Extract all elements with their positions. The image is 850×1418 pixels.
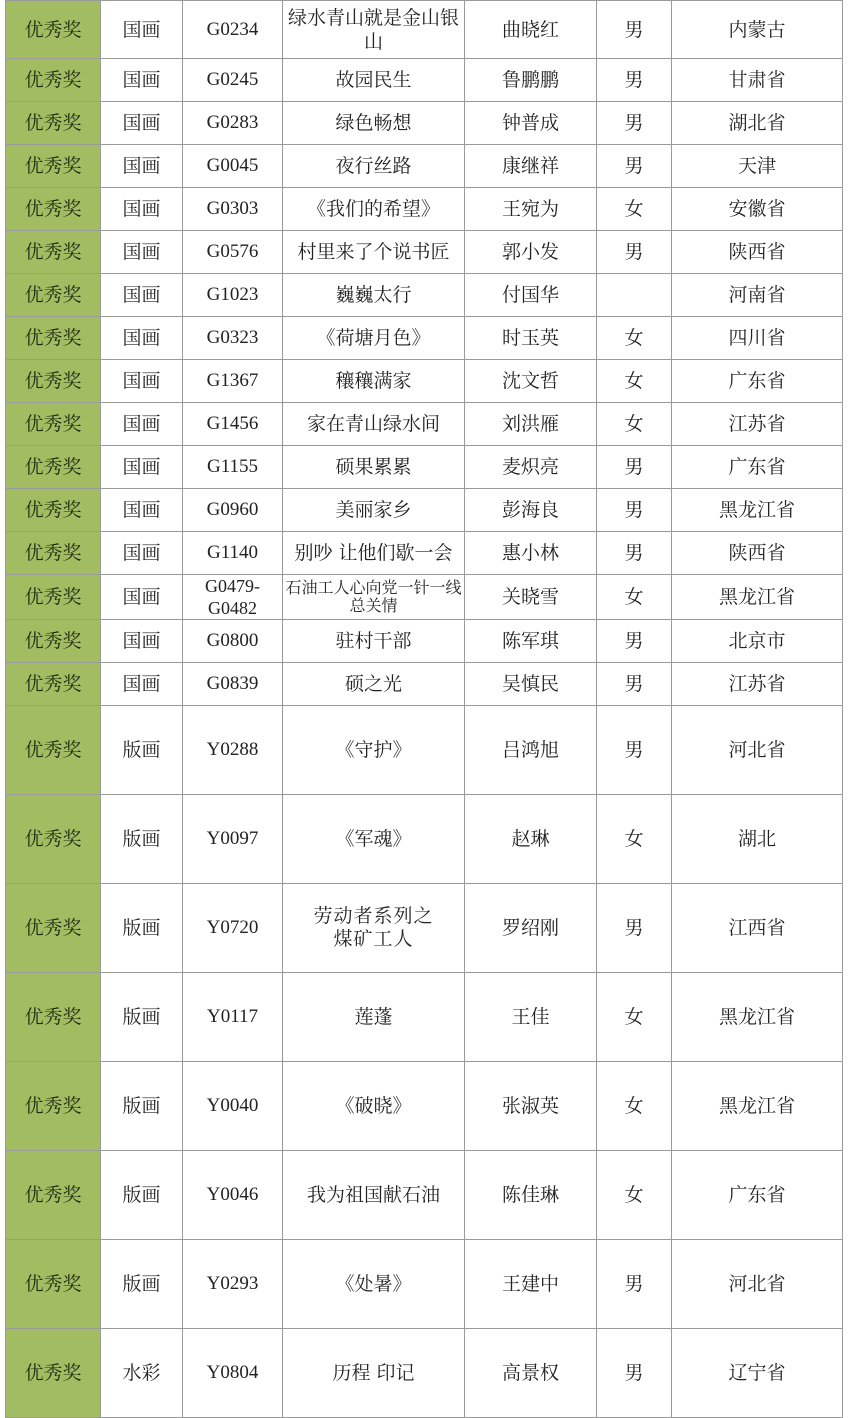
- work-code-cell: Y0097: [183, 795, 283, 884]
- work-code-cell: G0045: [183, 145, 283, 188]
- award-cell: 优秀奖: [6, 188, 101, 231]
- artist-cell: 张淑英: [465, 1062, 597, 1151]
- gender-cell: 女: [597, 973, 672, 1062]
- artist-cell: 鲁鹏鹏: [465, 59, 597, 102]
- gender-cell: 男: [597, 145, 672, 188]
- artist-cell: 付国华: [465, 274, 597, 317]
- table-row: [6, 620, 843, 663]
- table-row: [6, 1, 843, 59]
- table-row: [6, 1151, 843, 1240]
- work-code-cell: Y0288: [183, 706, 283, 795]
- award-cell: 优秀奖: [6, 59, 101, 102]
- artist-cell: 高景权: [465, 1329, 597, 1418]
- artist-cell: 王建中: [465, 1240, 597, 1329]
- work-code-cell: G1367: [183, 360, 283, 403]
- table-row: [6, 973, 843, 1062]
- work-code-cell: G0800: [183, 620, 283, 663]
- gender-cell: 男: [597, 663, 672, 706]
- work-title-cell: 《破晓》: [283, 1062, 465, 1151]
- category-cell: 国画: [101, 532, 183, 575]
- artist-cell: 时玉英: [465, 317, 597, 360]
- table-row: [6, 446, 843, 489]
- award-cell: 优秀奖: [6, 1240, 101, 1329]
- gender-cell: 女: [597, 1062, 672, 1151]
- region-cell: 河北省: [672, 1240, 843, 1329]
- work-title-cell: 我为祖国献石油: [283, 1151, 465, 1240]
- region-cell: 陕西省: [672, 532, 843, 575]
- award-cell: 优秀奖: [6, 1329, 101, 1418]
- award-cell: 优秀奖: [6, 360, 101, 403]
- work-code-cell: Y0040: [183, 1062, 283, 1151]
- region-cell: 黑龙江省: [672, 973, 843, 1062]
- gender-cell: 女: [597, 317, 672, 360]
- gender-cell: 男: [597, 620, 672, 663]
- gender-cell: 男: [597, 59, 672, 102]
- work-title-cell: 历程 印记: [283, 1329, 465, 1418]
- work-code-cell: G0245: [183, 59, 283, 102]
- category-cell: 国画: [101, 489, 183, 532]
- gender-cell: [597, 274, 672, 317]
- work-title-cell: 驻村干部: [283, 620, 465, 663]
- artist-cell: 曲晓红: [465, 1, 597, 59]
- category-cell: 版画: [101, 795, 183, 884]
- work-title-cell: 硕果累累: [283, 446, 465, 489]
- artist-cell: 王佳: [465, 973, 597, 1062]
- gender-cell: 女: [597, 575, 672, 620]
- table-row: [6, 663, 843, 706]
- category-cell: 版画: [101, 706, 183, 795]
- gender-cell: 女: [597, 1151, 672, 1240]
- artist-cell: 罗绍刚: [465, 884, 597, 973]
- award-cell: 优秀奖: [6, 663, 101, 706]
- category-cell: 国画: [101, 575, 183, 620]
- region-cell: 广东省: [672, 1151, 843, 1240]
- work-code-cell: Y0293: [183, 1240, 283, 1329]
- artist-cell: 陈军琪: [465, 620, 597, 663]
- gender-cell: 男: [597, 489, 672, 532]
- work-code-cell: G0234: [183, 1, 283, 59]
- gender-cell: 男: [597, 1240, 672, 1329]
- work-title-cell: 《我们的希望》: [283, 188, 465, 231]
- gender-cell: 女: [597, 188, 672, 231]
- work-title-cell: 《荷塘月色》: [283, 317, 465, 360]
- work-title-cell: 硕之光: [283, 663, 465, 706]
- region-cell: 河南省: [672, 274, 843, 317]
- work-code-cell: G0576: [183, 231, 283, 274]
- table-row: [6, 274, 843, 317]
- work-title-cell: 故园民生: [283, 59, 465, 102]
- awards-table: [5, 0, 843, 1418]
- table-row: [6, 59, 843, 102]
- region-cell: 北京市: [672, 620, 843, 663]
- artist-cell: 彭海良: [465, 489, 597, 532]
- table-row: [6, 532, 843, 575]
- work-code-cell: G0323: [183, 317, 283, 360]
- region-cell: 黑龙江省: [672, 575, 843, 620]
- artist-cell: 麦炽亮: [465, 446, 597, 489]
- award-cell: 优秀奖: [6, 446, 101, 489]
- table-row: [6, 706, 843, 795]
- work-title-cell: 《守护》: [283, 706, 465, 795]
- award-cell: 优秀奖: [6, 706, 101, 795]
- category-cell: 国画: [101, 663, 183, 706]
- region-cell: 湖北省: [672, 102, 843, 145]
- table-row: [6, 231, 843, 274]
- category-cell: 国画: [101, 446, 183, 489]
- artist-cell: 钟普成: [465, 102, 597, 145]
- award-cell: 优秀奖: [6, 102, 101, 145]
- gender-cell: 女: [597, 795, 672, 884]
- work-title-cell: 《处暑》: [283, 1240, 465, 1329]
- artist-cell: 郭小发: [465, 231, 597, 274]
- table-row: [6, 403, 843, 446]
- table-row: [6, 795, 843, 884]
- award-cell: 优秀奖: [6, 231, 101, 274]
- gender-cell: 女: [597, 360, 672, 403]
- award-cell: 优秀奖: [6, 274, 101, 317]
- work-code-cell: G1023: [183, 274, 283, 317]
- work-title-cell: 石油工人心向党一针一线总关情: [283, 575, 465, 620]
- table-row: [6, 188, 843, 231]
- table-row: [6, 1240, 843, 1329]
- award-cell: 优秀奖: [6, 973, 101, 1062]
- award-cell: 优秀奖: [6, 884, 101, 973]
- gender-cell: 男: [597, 532, 672, 575]
- artist-cell: 吴慎民: [465, 663, 597, 706]
- award-cell: 优秀奖: [6, 1062, 101, 1151]
- work-title-cell: 村里来了个说书匠: [283, 231, 465, 274]
- award-cell: 优秀奖: [6, 317, 101, 360]
- table-row: [6, 575, 843, 620]
- region-cell: 黑龙江省: [672, 489, 843, 532]
- work-code-cell: G0960: [183, 489, 283, 532]
- category-cell: 水彩: [101, 1329, 183, 1418]
- work-title-cell: 美丽家乡: [283, 489, 465, 532]
- work-code-cell: Y0117: [183, 973, 283, 1062]
- work-code-cell: Y0720: [183, 884, 283, 973]
- category-cell: 国画: [101, 1, 183, 59]
- work-title-cell: 《军魂》: [283, 795, 465, 884]
- category-cell: 国画: [101, 360, 183, 403]
- region-cell: 黑龙江省: [672, 1062, 843, 1151]
- work-title-cell: 巍巍太行: [283, 274, 465, 317]
- table-row: [6, 1062, 843, 1151]
- award-cell: 优秀奖: [6, 489, 101, 532]
- artist-cell: 康继祥: [465, 145, 597, 188]
- artist-cell: 吕鸿旭: [465, 706, 597, 795]
- region-cell: 安徽省: [672, 188, 843, 231]
- award-cell: 优秀奖: [6, 575, 101, 620]
- category-cell: 国画: [101, 403, 183, 446]
- gender-cell: 男: [597, 884, 672, 973]
- category-cell: 版画: [101, 973, 183, 1062]
- region-cell: 辽宁省: [672, 1329, 843, 1418]
- region-cell: 广东省: [672, 446, 843, 489]
- work-title-cell: 穰穰满家: [283, 360, 465, 403]
- work-title-cell: 家在青山绿水间: [283, 403, 465, 446]
- work-code-cell: G1140: [183, 532, 283, 575]
- artist-cell: 关晓雪: [465, 575, 597, 620]
- region-cell: 江苏省: [672, 403, 843, 446]
- region-cell: 江西省: [672, 884, 843, 973]
- category-cell: 国画: [101, 188, 183, 231]
- work-title-cell: 绿水青山就是金山银山: [283, 1, 465, 59]
- work-title-cell: 劳动者系列之煤矿工人: [283, 884, 465, 973]
- category-cell: 国画: [101, 317, 183, 360]
- gender-cell: 男: [597, 231, 672, 274]
- work-code-cell: G1155: [183, 446, 283, 489]
- award-cell: 优秀奖: [6, 795, 101, 884]
- category-cell: 国画: [101, 620, 183, 663]
- work-title-cell: 莲蓬: [283, 973, 465, 1062]
- category-cell: 国画: [101, 274, 183, 317]
- table-row: [6, 1329, 843, 1418]
- category-cell: 版画: [101, 884, 183, 973]
- category-cell: 国画: [101, 231, 183, 274]
- category-cell: 版画: [101, 1062, 183, 1151]
- region-cell: 江苏省: [672, 663, 843, 706]
- category-cell: 国画: [101, 145, 183, 188]
- work-code-cell: G0839: [183, 663, 283, 706]
- artist-cell: 刘洪雁: [465, 403, 597, 446]
- work-code-cell: G0303: [183, 188, 283, 231]
- award-cell: 优秀奖: [6, 620, 101, 663]
- region-cell: 甘肃省: [672, 59, 843, 102]
- category-cell: 版画: [101, 1240, 183, 1329]
- table-row: [6, 489, 843, 532]
- award-cell: 优秀奖: [6, 403, 101, 446]
- category-cell: 国画: [101, 102, 183, 145]
- work-code-cell: G1456: [183, 403, 283, 446]
- work-code-cell: G0479-G0482: [183, 575, 283, 620]
- table-row: [6, 317, 843, 360]
- gender-cell: 男: [597, 706, 672, 795]
- gender-cell: 女: [597, 403, 672, 446]
- artist-cell: 赵琳: [465, 795, 597, 884]
- artist-cell: 陈佳琳: [465, 1151, 597, 1240]
- gender-cell: 男: [597, 446, 672, 489]
- table-row: [6, 884, 843, 973]
- work-code-cell: Y0046: [183, 1151, 283, 1240]
- region-cell: 天津: [672, 145, 843, 188]
- region-cell: 内蒙古: [672, 1, 843, 59]
- table-row: [6, 102, 843, 145]
- region-cell: 河北省: [672, 706, 843, 795]
- work-code-cell: Y0804: [183, 1329, 283, 1418]
- table-row: [6, 360, 843, 403]
- artist-cell: 沈文哲: [465, 360, 597, 403]
- table-row: [6, 145, 843, 188]
- category-cell: 国画: [101, 59, 183, 102]
- award-cell: 优秀奖: [6, 145, 101, 188]
- category-cell: 版画: [101, 1151, 183, 1240]
- award-cell: 优秀奖: [6, 1, 101, 59]
- region-cell: 广东省: [672, 360, 843, 403]
- award-cell: 优秀奖: [6, 532, 101, 575]
- gender-cell: 男: [597, 1329, 672, 1418]
- gender-cell: 男: [597, 1, 672, 59]
- award-cell: 优秀奖: [6, 1151, 101, 1240]
- work-code-cell: G0283: [183, 102, 283, 145]
- region-cell: 四川省: [672, 317, 843, 360]
- artist-cell: 惠小林: [465, 532, 597, 575]
- work-title-cell: 夜行丝路: [283, 145, 465, 188]
- artist-cell: 王宛为: [465, 188, 597, 231]
- region-cell: 陕西省: [672, 231, 843, 274]
- region-cell: 湖北: [672, 795, 843, 884]
- work-title-cell: 绿色畅想: [283, 102, 465, 145]
- gender-cell: 男: [597, 102, 672, 145]
- work-title-cell: 别吵 让他们歇一会: [283, 532, 465, 575]
